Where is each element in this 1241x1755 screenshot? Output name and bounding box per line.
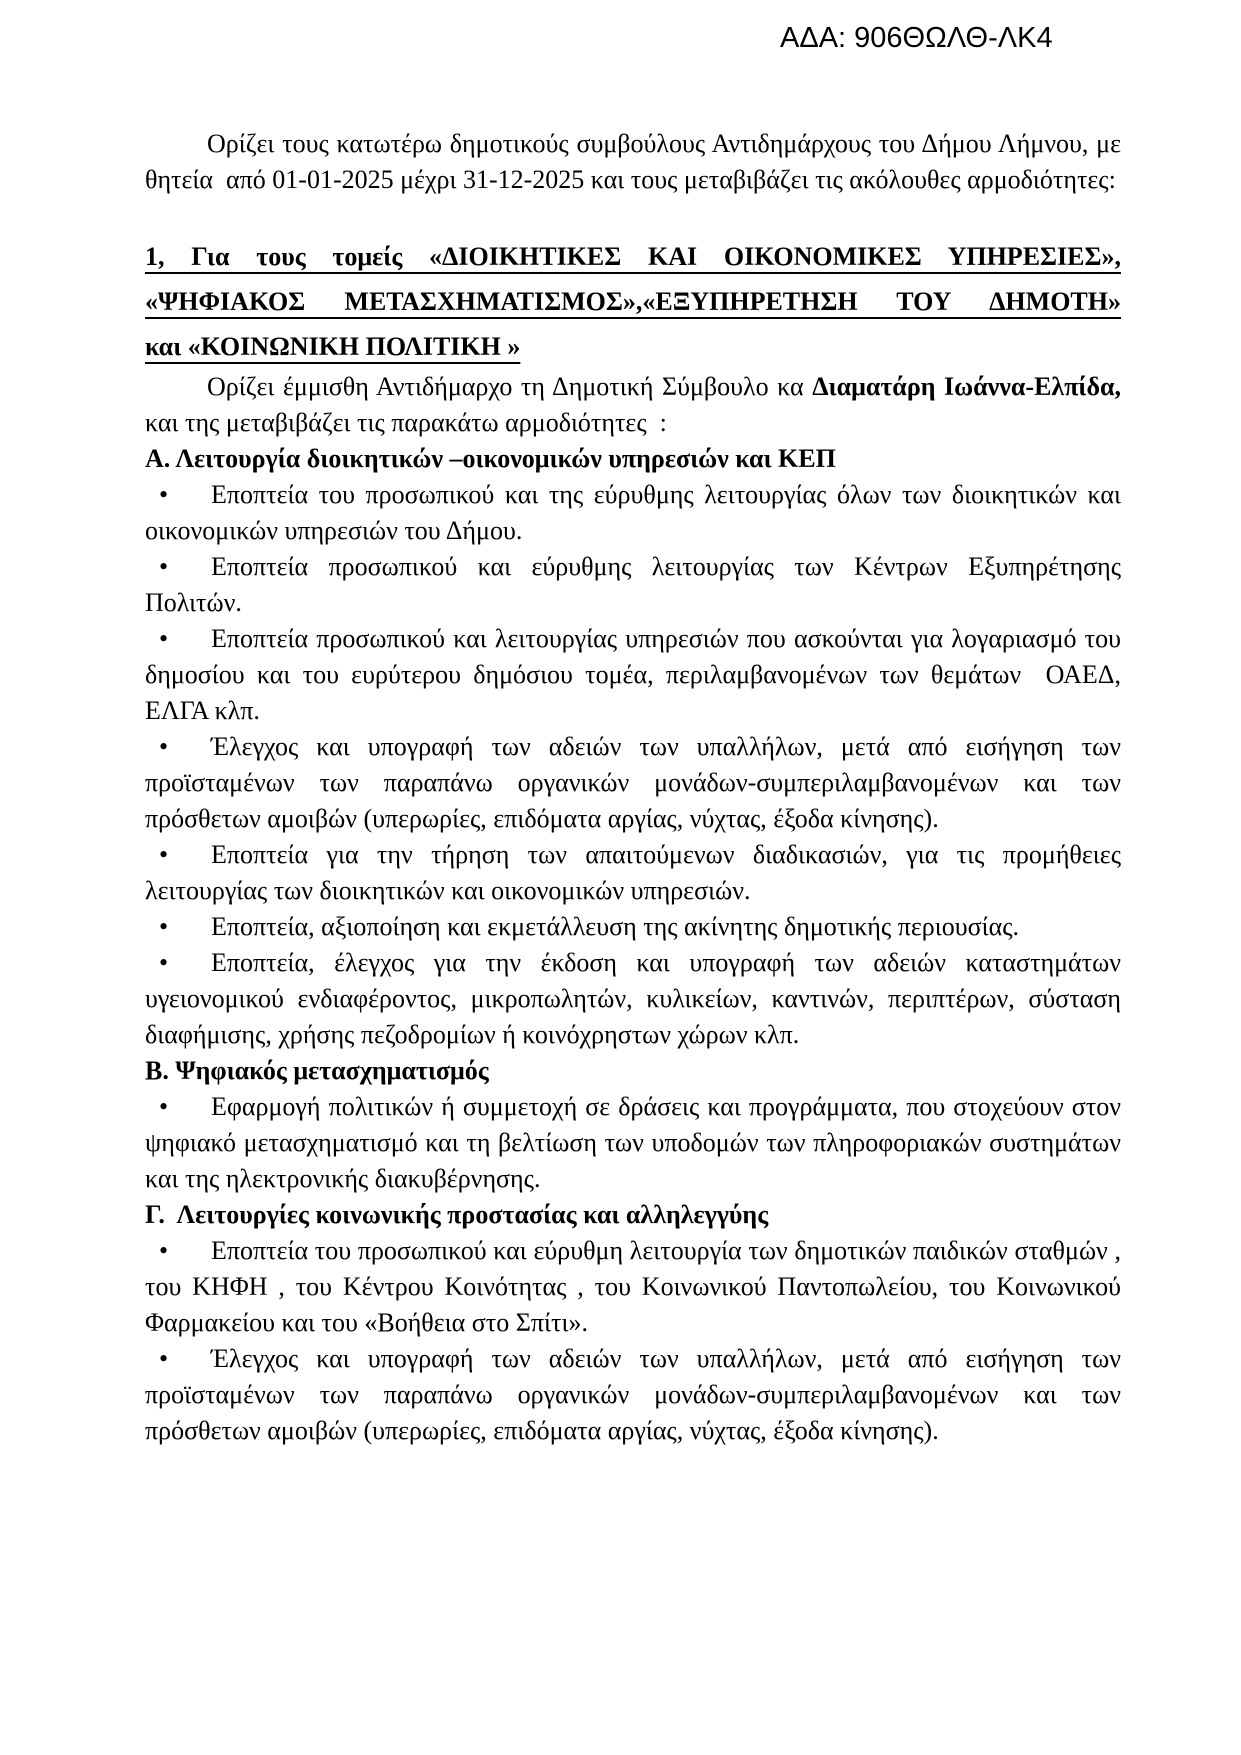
list-item-text: Εποπτεία, έλεγχος για την έκδοση και υπογραφή των αδειών καταστημάτων υγειονομικού ενδιαφέροντος, μικροπωλητών, κυλικείων, καντινών, περιπτέρων, σύσταση διαφήμισης, χρήσης πεζοδρομίων ή κοινόχρηστων χώρων κλπ.: [145, 948, 1121, 1049]
list-item: [145, 945, 1121, 1053]
bullet-icon: •: [159, 732, 169, 761]
bullet-icon: •: [159, 948, 169, 977]
appointee-name: Διαματάρη Ιωάννα-Ελπίδα,: [812, 372, 1122, 401]
appointment-text-after: και της μεταβιβάζει τις παρακάτω αρμοδιότητες :: [145, 408, 667, 437]
list-item-text: Εφαρμογή πολιτικών ή συμμετοχή σε δράσεις και προγράμματα, που στοχεύουν στον ψηφιακό μετασχηματισμό και τη βελτίωση των υποδομών των πληροφοριακών συστημάτων και της ηλεκτρονικής διακυβέρνησης.: [145, 1092, 1121, 1193]
list-item-text: Εποπτεία, αξιοποίηση και εκμετάλλευση της ακίνητης δημοτικής περιουσίας.: [211, 912, 1020, 941]
section-1-heading-line-1: 1, Για τους τομείς «ΔΙΟΙΚΗΤΙΚΕΣ ΚΑΙ ΟΙΚΟΝΟΜΙΚΕΣ ΥΠΗΡΕΣΙΕΣ»,: [145, 242, 1121, 271]
list-item: [145, 1341, 1121, 1449]
bullet-icon: •: [159, 840, 169, 869]
document-body: [145, 126, 1121, 1449]
list-item-text: Εποπτεία προσωπικού και λειτουργίας υπηρεσιών που ασκούνται για λογαριασμό του δημοσίου και του ευρύτερου δημόσιου τομέα, περιλαμβανομένων των θεμάτων ΟΑΕΔ, ΕΛΓΑ κλπ.: [145, 624, 1121, 725]
subsection-g-heading: Γ. Λειτουργίες κοινωνικής προστασίας και αλληλεγγύης: [145, 1200, 769, 1229]
list-item-text: Εποπτεία του προσωπικού και της εύρυθμης λειτουργίας όλων των διοικητικών και οικονομικών υπηρεσιών του Δήμου.: [145, 480, 1121, 545]
bullet-icon: •: [159, 1344, 169, 1373]
list-item: [145, 729, 1121, 837]
list-item: [145, 1233, 1121, 1341]
bullet-icon: •: [159, 552, 169, 581]
intro-paragraph: Ορίζει τους κατωτέρω δημοτικούς συμβούλους Αντιδημάρχους του Δήμου Λήμνου, με θητεία από 01-01-2025 μέχρι 31-12-2025 και τους μεταβιβάζει τις ακόλουθες αρμοδιότητες:: [145, 129, 1121, 194]
list-item: [145, 621, 1121, 729]
bullet-icon: •: [159, 480, 169, 509]
list-item-text: Εποπτεία για την τήρηση των απαιτούμενων διαδικασιών, για τις προμήθειες λειτουργίας των διοικητικών και οικονομικών υπηρεσιών.: [145, 840, 1121, 905]
section-1-heading-line-3: και «ΚΟΙΝΩΝΙΚΗ ΠΟΛΙΤΙΚΗ »: [145, 332, 521, 361]
list-item-text: Εποπτεία του προσωπικού και εύρυθμη λειτουργία των δημοτικών παιδικών σταθμών , του ΚΗΦΗ , του Κέντρου Κοινότητας , του Κοινωνικού Παντοπωλείου, του Κοινωνικού Φαρμακείου και του «Βοήθεια στο Σπίτι».: [145, 1236, 1121, 1337]
ada-code: ΑΔΑ: 906ΘΩΛΘ-ΛΚ4: [780, 22, 1053, 54]
section-1-heading-line-2: «ΨΗΦΙΑΚΟΣ ΜΕΤΑΣΧΗΜΑΤΙΣΜΟΣ»,«ΕΞΥΠΗΡΕΤΗΣΗ ΤΟΥ ΔΗΜΟΤΗ»: [145, 287, 1121, 316]
list-item: [145, 837, 1121, 909]
list-item: [145, 477, 1121, 549]
bullet-icon: •: [159, 912, 169, 941]
list-item-text: Εποπτεία προσωπικού και εύρυθμης λειτουργίας των Κέντρων Εξυπηρέτησης Πολιτών.: [145, 552, 1121, 617]
list-item: [145, 549, 1121, 621]
list-item-text: Έλεγχος και υπογραφή των αδειών των υπαλλήλων, μετά από εισήγηση των προϊσταμένων των παραπάνω οργανικών μονάδων-συμπεριλαμβανομένων και των πρόσθετων αμοιβών (υπερωρίες, επιδόματα αργίας, νύχτας, έξοδα κίνησης).: [145, 732, 1121, 833]
bullet-icon: •: [159, 1092, 169, 1121]
list-item-text: Έλεγχος και υπογραφή των αδειών των υπαλλήλων, μετά από εισήγηση των προϊσταμένων των παραπάνω οργανικών μονάδων-συμπεριλαμβανομένων και των πρόσθετων αμοιβών (υπερωρίες, επιδόματα αργίας, νύχτας, έξοδα κίνησης).: [145, 1344, 1121, 1445]
section-1-heading: [145, 234, 1121, 369]
bullet-icon: •: [159, 624, 169, 653]
list-item: [145, 909, 1121, 945]
appointment-text-before: Ορίζει έμμισθη Αντιδήμαρχο τη Δημοτική Σύμβουλο κα: [207, 372, 813, 401]
bullet-icon: •: [159, 1236, 169, 1265]
appointment-paragraph: [145, 369, 1121, 441]
subsection-b-heading: Β. Ψηφιακός μετασχηματισμός: [145, 1056, 489, 1085]
list-item: [145, 1089, 1121, 1197]
subsection-a-heading: Α. Λειτουργία διοικητικών –οικονομικών υπηρεσιών και ΚΕΠ: [145, 444, 836, 473]
